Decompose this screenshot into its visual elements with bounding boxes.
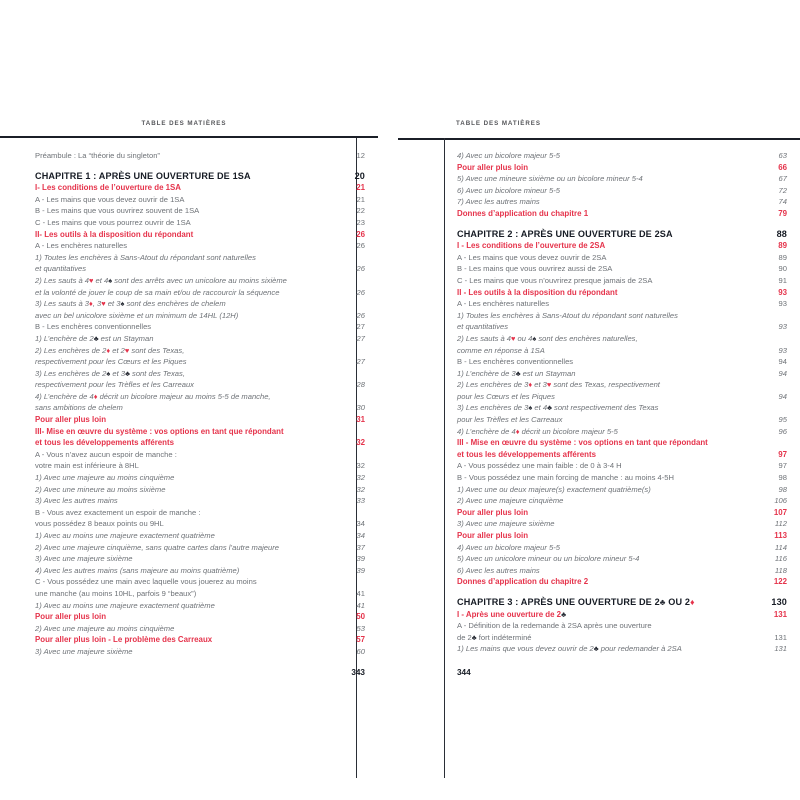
toc-entry[interactable] bbox=[35, 576, 365, 588]
toc-entry[interactable] bbox=[35, 472, 365, 484]
toc-entry-page: 31 bbox=[356, 415, 365, 425]
toc-entry[interactable] bbox=[35, 484, 365, 496]
toc-entry-label: votre main est inférieure à 8HL bbox=[35, 461, 139, 471]
toc-entry-label: II - Les outils à la disposition du répondant bbox=[457, 287, 618, 297]
toc-entry-page: 21 bbox=[356, 194, 365, 204]
toc-entry[interactable] bbox=[457, 632, 787, 644]
club-suit-icon: ♣ bbox=[93, 333, 99, 343]
toc-entry-label: B - Les enchères conventionnelles bbox=[457, 357, 574, 367]
toc-entry-label: Pour aller plus loin bbox=[35, 612, 107, 622]
club-suit-icon: ♣ bbox=[561, 609, 567, 619]
toc-entry[interactable] bbox=[35, 449, 365, 461]
toc-entry-label: Pour aller plus loin - Le problème des Carreaux bbox=[35, 635, 213, 645]
toc-entry-page: 33 bbox=[356, 496, 365, 506]
toc-entry[interactable] bbox=[35, 530, 365, 542]
toc-entry-label: A - Les mains que vous devez ouvrir de 2SA bbox=[457, 252, 607, 262]
toc-entry[interactable] bbox=[35, 194, 365, 206]
toc-entry[interactable] bbox=[457, 609, 787, 621]
toc-entry[interactable] bbox=[457, 530, 787, 542]
toc-entry[interactable] bbox=[457, 173, 787, 185]
toc-entry-page: 131 bbox=[773, 609, 787, 619]
toc-entry-label: Pour aller plus loin bbox=[457, 531, 529, 540]
toc-entry-page: 27 bbox=[356, 322, 365, 332]
toc-entry-label: II- Les outils à la disposition du répondant bbox=[35, 229, 194, 239]
toc-entry-label: Pour aller plus loin bbox=[457, 507, 529, 517]
toc-entry-page: 89 bbox=[778, 252, 787, 262]
toc-entry-label: et la volonté de jouer le coup de sa main et/ou de raccourcir la séquence bbox=[35, 287, 280, 297]
toc-entry-label: A - Définition de la redemande à 2SA après une ouverture bbox=[457, 621, 652, 631]
toc-entry-page: 96 bbox=[778, 426, 787, 436]
toc-entry-label: A - Les enchères naturelles bbox=[457, 299, 550, 309]
toc-entry-page: 41 bbox=[356, 588, 365, 598]
toc-entry[interactable] bbox=[457, 426, 787, 438]
toc-entry-label: CHAPITRE 2 : APRÈS UNE OUVERTURE DE 2SA bbox=[457, 228, 673, 239]
toc-entry-page: 88 bbox=[776, 228, 787, 239]
toc-spacer bbox=[457, 220, 787, 229]
toc-entry-page: 50 bbox=[356, 612, 365, 622]
toc-entry[interactable] bbox=[35, 611, 365, 623]
diamond-suit-icon: ♦ bbox=[690, 596, 695, 607]
toc-entry[interactable] bbox=[457, 620, 787, 632]
heart-suit-icon: ♥ bbox=[546, 380, 552, 390]
toc-entry-page: 32 bbox=[356, 438, 365, 448]
toc-entry-page: 12 bbox=[356, 151, 365, 160]
toc-entry[interactable] bbox=[35, 263, 365, 275]
toc-entry[interactable] bbox=[457, 460, 787, 472]
toc-entry[interactable] bbox=[457, 379, 787, 391]
toc-entry[interactable] bbox=[35, 553, 365, 565]
toc-entry-page: 21 bbox=[356, 183, 365, 193]
diamond-suit-icon: ♦ bbox=[89, 299, 93, 309]
toc-entry[interactable] bbox=[457, 162, 787, 174]
toc-entry-label: et quantitatives bbox=[35, 264, 87, 274]
club-suit-icon: ♣ bbox=[659, 596, 666, 607]
toc-entry[interactable] bbox=[457, 643, 787, 655]
heart-suit-icon: ♥ bbox=[101, 299, 106, 309]
toc-entry-page: 112 bbox=[774, 519, 787, 529]
toc-entry-page: 53 bbox=[356, 623, 365, 633]
toc-entry-page: 63 bbox=[778, 151, 787, 160]
toc-entry-label: pour les Cœurs et les Piques bbox=[457, 391, 555, 401]
toc-entry[interactable] bbox=[457, 542, 787, 554]
toc-entry[interactable] bbox=[35, 542, 365, 554]
toc-entry-label: III - Mise en œuvre du système : vos options en tant que répondant bbox=[457, 438, 708, 448]
toc-entry[interactable] bbox=[457, 310, 787, 322]
toc-entry[interactable] bbox=[457, 565, 787, 577]
toc-entry-page: 106 bbox=[774, 496, 787, 506]
toc-entry[interactable] bbox=[457, 229, 787, 241]
toc-entry-label: 1) Toutes les enchères à Sans-Atout du répondant sont naturelles bbox=[457, 310, 678, 320]
toc-entry-label: 4) Avec un bicolore majeur 5-5 bbox=[457, 151, 560, 160]
toc-spacer bbox=[457, 588, 787, 597]
toc-entry[interactable] bbox=[457, 553, 787, 565]
toc-entry[interactable] bbox=[35, 646, 365, 658]
club-suit-icon: ♣ bbox=[471, 632, 477, 642]
toc-entry[interactable] bbox=[35, 333, 365, 345]
toc-entry-page: 116 bbox=[774, 554, 787, 564]
heart-suit-icon: ♥ bbox=[124, 345, 130, 355]
club-suit-icon: ♣ bbox=[125, 368, 130, 378]
diamond-suit-icon: ♦ bbox=[93, 391, 98, 401]
toc-entry[interactable] bbox=[457, 391, 787, 403]
toc-entry[interactable] bbox=[457, 597, 787, 609]
toc-entry[interactable] bbox=[457, 321, 787, 333]
toc-entry-page: 26 bbox=[356, 287, 365, 297]
toc-entry-page: 79 bbox=[778, 208, 787, 218]
toc-page-right bbox=[457, 150, 787, 655]
toc-entry-label: B - Vous avez exactement un espoir de manche : bbox=[35, 507, 201, 517]
heart-suit-icon: ♥ bbox=[89, 275, 94, 285]
header-rule-left bbox=[0, 136, 378, 138]
toc-entry[interactable] bbox=[457, 437, 787, 449]
toc-entry[interactable] bbox=[35, 150, 365, 162]
toc-entry-label: Pour aller plus loin bbox=[35, 415, 107, 425]
toc-entry-page: 39 bbox=[356, 554, 365, 564]
toc-entry[interactable] bbox=[457, 356, 787, 368]
toc-entry-page: 34 bbox=[356, 519, 365, 529]
toc-entry-label: 1) Toutes les enchères à Sans-Atout du répondant sont naturelles bbox=[35, 252, 256, 262]
spade-suit-icon: ♠ bbox=[528, 403, 533, 413]
toc-entry-page: 27 bbox=[356, 333, 365, 343]
running-head-left: TABLE DES MATIÈRES bbox=[141, 120, 227, 127]
toc-entry-label: respectivement pour les Cœurs et les Piques bbox=[35, 357, 187, 367]
toc-entry-label: A - Vous possédez une main faible : de 0 à 3-4 H bbox=[457, 461, 622, 471]
toc-entry-page: 66 bbox=[778, 162, 787, 172]
diamond-suit-icon: ♦ bbox=[106, 345, 111, 355]
toc-entry-page: 94 bbox=[778, 391, 787, 401]
folio-right: 344 bbox=[457, 668, 471, 677]
toc-entry-page: 23 bbox=[356, 217, 365, 227]
toc-entry-label: 3) Avec une majeure sixième bbox=[457, 519, 555, 529]
toc-entry[interactable] bbox=[35, 368, 365, 380]
diamond-suit-icon: ♦ bbox=[515, 426, 520, 436]
toc-entry-label: 2) Les enchères de 3♦ et 3♥ sont des Texas, respectivement bbox=[457, 380, 660, 390]
toc-entry[interactable] bbox=[457, 368, 787, 380]
toc-entry[interactable] bbox=[457, 252, 787, 264]
spade-suit-icon: ♠ bbox=[108, 275, 113, 285]
toc-entry-label: 3) Avec une majeure sixième bbox=[35, 646, 133, 656]
toc-entry-label: respectivement pour les Trèfles et les Carreaux bbox=[35, 380, 194, 390]
toc-entry[interactable] bbox=[457, 333, 787, 345]
toc-entry[interactable] bbox=[35, 275, 365, 287]
toc-entry-page: 39 bbox=[356, 565, 365, 575]
toc-entry-label: CHAPITRE 3 : APRÈS UNE OUVERTURE DE 2♣ OU 2♦ bbox=[457, 596, 695, 607]
spine-line-right bbox=[444, 138, 445, 778]
toc-entry-label: 3) Les sauts à 3♦, 3♥ et 3♠ sont des enchères de chelem bbox=[35, 299, 226, 309]
toc-entry-label: 3) Les enchères de 3♠ et 4♣ sont respectivement des Texas bbox=[457, 403, 659, 413]
toc-entry[interactable] bbox=[35, 402, 365, 414]
toc-entry[interactable] bbox=[35, 495, 365, 507]
toc-entry-page: 32 bbox=[356, 461, 365, 471]
toc-entry-page: 130 bbox=[771, 596, 787, 607]
toc-entry-page: 90 bbox=[778, 264, 787, 274]
toc-entry[interactable] bbox=[457, 402, 787, 414]
toc-entry[interactable] bbox=[35, 287, 365, 299]
toc-entry[interactable] bbox=[35, 171, 365, 183]
toc-entry-page: 107 bbox=[773, 507, 787, 517]
toc-entry-label: vous possédez 8 beaux points ou 9HL bbox=[35, 519, 164, 529]
toc-entry-label: 4) Avec un bicolore majeur 5-5 bbox=[457, 542, 560, 552]
toc-entry-label: et tous les développements afférents bbox=[457, 449, 597, 459]
toc-entry-label: 2) Avec une majeure cinquième, sans quatre cartes dans l’autre majeure bbox=[35, 542, 279, 552]
toc-entry-label: C - Les mains que vous pourrez ouvrir de 1SA bbox=[35, 217, 191, 227]
toc-entry-label: Donnes d’application du chapitre 2 bbox=[457, 577, 589, 587]
toc-entry-page: 93 bbox=[778, 322, 787, 332]
toc-entry[interactable] bbox=[35, 460, 365, 472]
toc-entry-page: 131 bbox=[774, 644, 787, 654]
toc-entry[interactable] bbox=[35, 565, 365, 577]
toc-entry[interactable] bbox=[457, 263, 787, 275]
toc-entry-label: 1) Avec au moins une majeure exactement quatrième bbox=[35, 600, 215, 610]
running-head-right: TABLE DES MATIÈRES bbox=[456, 120, 541, 127]
toc-entry-label: pour les Trèfles et les Carreaux bbox=[457, 415, 563, 425]
toc-entry-page: 95 bbox=[778, 415, 787, 425]
toc-entry-label: C - Vous possédez une main avec laquelle vous jouerez au moins bbox=[35, 577, 257, 587]
club-suit-icon: ♣ bbox=[515, 368, 521, 378]
toc-entry[interactable] bbox=[35, 600, 365, 612]
toc-entry[interactable] bbox=[35, 345, 365, 357]
toc-entry-label: avec un bel unicolore sixième et un minimum de 14HL (12H) bbox=[35, 310, 239, 320]
toc-entry-label: I- Les conditions de l’ouverture de 1SA bbox=[35, 183, 182, 193]
toc-entry[interactable] bbox=[457, 240, 787, 252]
toc-entry-page: 122 bbox=[773, 577, 787, 587]
toc-entry-label: B - Les mains que vous ouvrirez aussi de 2SA bbox=[457, 264, 613, 274]
toc-entry-page: 67 bbox=[778, 174, 787, 184]
toc-entry-label: Pour aller plus loin bbox=[457, 162, 529, 172]
toc-entry-page: 93 bbox=[778, 345, 787, 355]
toc-entry-label: 2) Avec une majeure au moins cinquième bbox=[35, 623, 175, 633]
toc-entry[interactable] bbox=[35, 391, 365, 403]
toc-entry-label: 4) L’enchère de 4♦ décrit un bicolore majeur au moins 5-5 de manche, bbox=[35, 391, 271, 401]
toc-entry-label: et tous les développements afférents bbox=[35, 438, 175, 448]
toc-entry[interactable] bbox=[35, 426, 365, 438]
spade-suit-icon: ♠ bbox=[120, 299, 125, 309]
toc-entry-label: CHAPITRE 1 : APRÈS UNE OUVERTURE DE 1SA bbox=[35, 170, 251, 181]
toc-entry-label: III- Mise en œuvre du système : vos options en tant que répondant bbox=[35, 426, 284, 436]
toc-entry[interactable] bbox=[457, 414, 787, 426]
toc-entry-label: A - Vous n’avez aucun espoir de manche : bbox=[35, 449, 177, 459]
toc-list-left bbox=[35, 150, 365, 658]
toc-entry-label: 1) Avec une ou deux majeure(s) exactement quatrième(s) bbox=[457, 484, 651, 494]
toc-entry-label: comme en réponse à 1SA bbox=[457, 345, 545, 355]
toc-entry-page: 98 bbox=[778, 484, 787, 494]
toc-list-right bbox=[457, 150, 787, 655]
toc-entry[interactable] bbox=[35, 437, 365, 449]
toc-entry-page: 89 bbox=[778, 241, 787, 251]
toc-entry[interactable] bbox=[457, 150, 787, 162]
spade-suit-icon: ♠ bbox=[532, 333, 537, 343]
toc-entry-label: 2) Avec une mineure au moins sixième bbox=[35, 484, 166, 494]
toc-page-left bbox=[35, 150, 365, 658]
toc-entry-label: 2) Les sauts à 4♥ ou 4♠ sont des enchères naturelles, bbox=[457, 333, 638, 343]
toc-entry[interactable] bbox=[35, 217, 365, 229]
toc-entry-label: 1) Les mains que vous devez ouvrir de 2♣ pour redemander à 2SA bbox=[457, 644, 682, 654]
toc-entry-page: 98 bbox=[778, 473, 787, 483]
toc-entry-label: 4) L’enchère de 4♦ décrit un bicolore majeur 5-5 bbox=[457, 426, 618, 436]
toc-entry[interactable] bbox=[35, 414, 365, 426]
toc-entry-label: C - Les mains que vous n’ouvrirez presque jamais de 2SA bbox=[457, 275, 653, 285]
toc-entry[interactable] bbox=[457, 518, 787, 530]
toc-entry[interactable] bbox=[457, 507, 787, 519]
header-rule-right bbox=[398, 138, 800, 140]
toc-entry-page: 60 bbox=[356, 646, 365, 656]
toc-entry-page: 37 bbox=[356, 542, 365, 552]
club-suit-icon: ♣ bbox=[547, 403, 552, 413]
toc-entry-label: 2) Les sauts à 4♥ et 4♠ sont des arrêts avec un unicolore au moins sixième bbox=[35, 275, 287, 285]
toc-entry[interactable] bbox=[35, 518, 365, 530]
toc-entry-label: 7) Avec les autres mains bbox=[457, 197, 540, 207]
toc-entry[interactable] bbox=[35, 252, 365, 264]
toc-entry[interactable] bbox=[457, 298, 787, 310]
toc-entry-page: 97 bbox=[778, 449, 787, 459]
toc-entry[interactable] bbox=[457, 472, 787, 484]
toc-entry-label: 6) Avec un bicolore mineur 5-5 bbox=[457, 185, 560, 195]
toc-entry-label: une manche (au moins 10HL, parfois 9 “beaux”) bbox=[35, 588, 197, 598]
toc-entry-page: 22 bbox=[356, 206, 365, 216]
toc-entry-label: et quantitatives bbox=[457, 322, 509, 332]
toc-entry-page: 26 bbox=[356, 310, 365, 320]
toc-entry-page: 34 bbox=[356, 531, 365, 540]
toc-entry[interactable] bbox=[457, 196, 787, 208]
toc-entry-page: 118 bbox=[774, 565, 787, 575]
toc-entry-label: Préambule : La “théorie du singleton” bbox=[35, 151, 160, 160]
heart-suit-icon: ♥ bbox=[511, 333, 516, 343]
club-suit-icon: ♣ bbox=[593, 644, 599, 654]
toc-entry-page: 32 bbox=[356, 473, 365, 483]
toc-entry-page: 97 bbox=[778, 461, 787, 471]
toc-entry-page: 30 bbox=[356, 403, 365, 413]
toc-entry-page: 74 bbox=[778, 197, 787, 207]
toc-entry-page: 20 bbox=[354, 170, 365, 181]
toc-entry-label: 5) Avec une mineure sixième ou un bicolore mineur 5-4 bbox=[457, 174, 643, 184]
folio-left: 343 bbox=[351, 668, 365, 677]
toc-entry[interactable] bbox=[457, 495, 787, 507]
toc-entry[interactable] bbox=[35, 379, 365, 391]
toc-entry-page: 26 bbox=[356, 241, 365, 251]
toc-entry-label: 3) Avec une majeure sixième bbox=[35, 554, 133, 564]
toc-entry-page: 28 bbox=[356, 380, 365, 390]
toc-entry-label: 2) Avec une majeure cinquième bbox=[457, 496, 564, 506]
toc-entry-label: 3) Les enchères de 2♠ et 3♣ sont des Texas, bbox=[35, 368, 185, 378]
toc-entry-page: 26 bbox=[356, 264, 365, 274]
toc-entry-page: 41 bbox=[356, 600, 365, 610]
diamond-suit-icon: ♦ bbox=[528, 380, 533, 390]
toc-entry-label: 1) L’enchère de 2♣ est un Stayman bbox=[35, 333, 154, 343]
toc-entry[interactable] bbox=[457, 449, 787, 461]
toc-entry-page: 113 bbox=[774, 531, 787, 540]
toc-entry-label: A - Les enchères naturelles bbox=[35, 241, 128, 251]
toc-entry-label: 1) Avec une majeure au moins cinquième bbox=[35, 473, 175, 483]
toc-entry-page: 32 bbox=[356, 484, 365, 494]
toc-entry-label: de 2♣ fort indéterminé bbox=[457, 632, 532, 642]
toc-entry[interactable] bbox=[35, 623, 365, 635]
toc-entry[interactable] bbox=[35, 321, 365, 333]
toc-entry-label: Donnes d’application du chapitre 1 bbox=[457, 208, 589, 218]
toc-entry[interactable] bbox=[35, 310, 365, 322]
toc-entry[interactable] bbox=[457, 484, 787, 496]
toc-entry-label: B - Vous possédez une main forcing de manche : au moins 4-5H bbox=[457, 473, 674, 483]
toc-entry-label: I - Les conditions de l’ouverture de 2SA bbox=[457, 241, 606, 251]
toc-entry[interactable] bbox=[35, 182, 365, 194]
toc-entry[interactable] bbox=[35, 634, 365, 646]
toc-entry[interactable] bbox=[457, 345, 787, 357]
toc-entry-label: 3) Avec les autres mains bbox=[35, 496, 118, 506]
toc-entry-page: 93 bbox=[778, 287, 787, 297]
toc-entry[interactable] bbox=[457, 576, 787, 588]
toc-entry-label: 1) L’enchère de 3♣ est un Stayman bbox=[457, 368, 576, 378]
toc-entry-label: B - Les enchères conventionnelles bbox=[35, 322, 152, 332]
toc-entry-page: 93 bbox=[778, 299, 787, 309]
toc-entry-label: A - Les mains que vous devez ouvrir de 1SA bbox=[35, 194, 185, 204]
toc-entry-page: 72 bbox=[778, 185, 787, 195]
toc-entry-page: 26 bbox=[356, 229, 365, 239]
toc-entry-label: sans ambitions de chelem bbox=[35, 403, 123, 413]
toc-entry[interactable] bbox=[35, 356, 365, 368]
toc-entry[interactable] bbox=[457, 185, 787, 197]
toc-entry[interactable] bbox=[35, 298, 365, 310]
toc-entry[interactable] bbox=[35, 588, 365, 600]
toc-entry-page: 91 bbox=[778, 275, 787, 285]
toc-entry-page: 131 bbox=[774, 632, 787, 642]
spade-suit-icon: ♠ bbox=[106, 368, 111, 378]
toc-entry[interactable] bbox=[457, 208, 787, 220]
toc-entry[interactable] bbox=[35, 507, 365, 519]
toc-entry-page: 94 bbox=[778, 368, 787, 378]
toc-entry-page: 57 bbox=[356, 635, 365, 645]
toc-entry-label: 2) Les enchères de 2♦ et 2♥ sont des Texas, bbox=[35, 345, 185, 355]
toc-entry[interactable] bbox=[35, 205, 365, 217]
toc-entry-page: 94 bbox=[778, 357, 787, 367]
toc-entry-page: 27 bbox=[356, 357, 365, 367]
toc-entry[interactable] bbox=[35, 240, 365, 252]
toc-spacer bbox=[35, 162, 365, 171]
toc-entry-page: 114 bbox=[774, 542, 787, 552]
toc-entry-label: 4) Avec les autres mains (sans majeure au moins quatrième) bbox=[35, 565, 240, 575]
toc-entry-label: 5) Avec un unicolore mineur ou un bicolore mineur 5-4 bbox=[457, 554, 640, 564]
toc-entry[interactable] bbox=[35, 229, 365, 241]
toc-entry[interactable] bbox=[457, 287, 787, 299]
toc-entry-label: B - Les mains que vous ouvrirez souvent de 1SA bbox=[35, 206, 200, 216]
toc-entry-label: 1) Avec au moins une majeure exactement quatrième bbox=[35, 531, 215, 540]
toc-entry-label: 6) Avec les autres mains bbox=[457, 565, 540, 575]
toc-entry-label: I - Après une ouverture de 2♣ bbox=[457, 609, 567, 619]
toc-entry[interactable] bbox=[457, 275, 787, 287]
